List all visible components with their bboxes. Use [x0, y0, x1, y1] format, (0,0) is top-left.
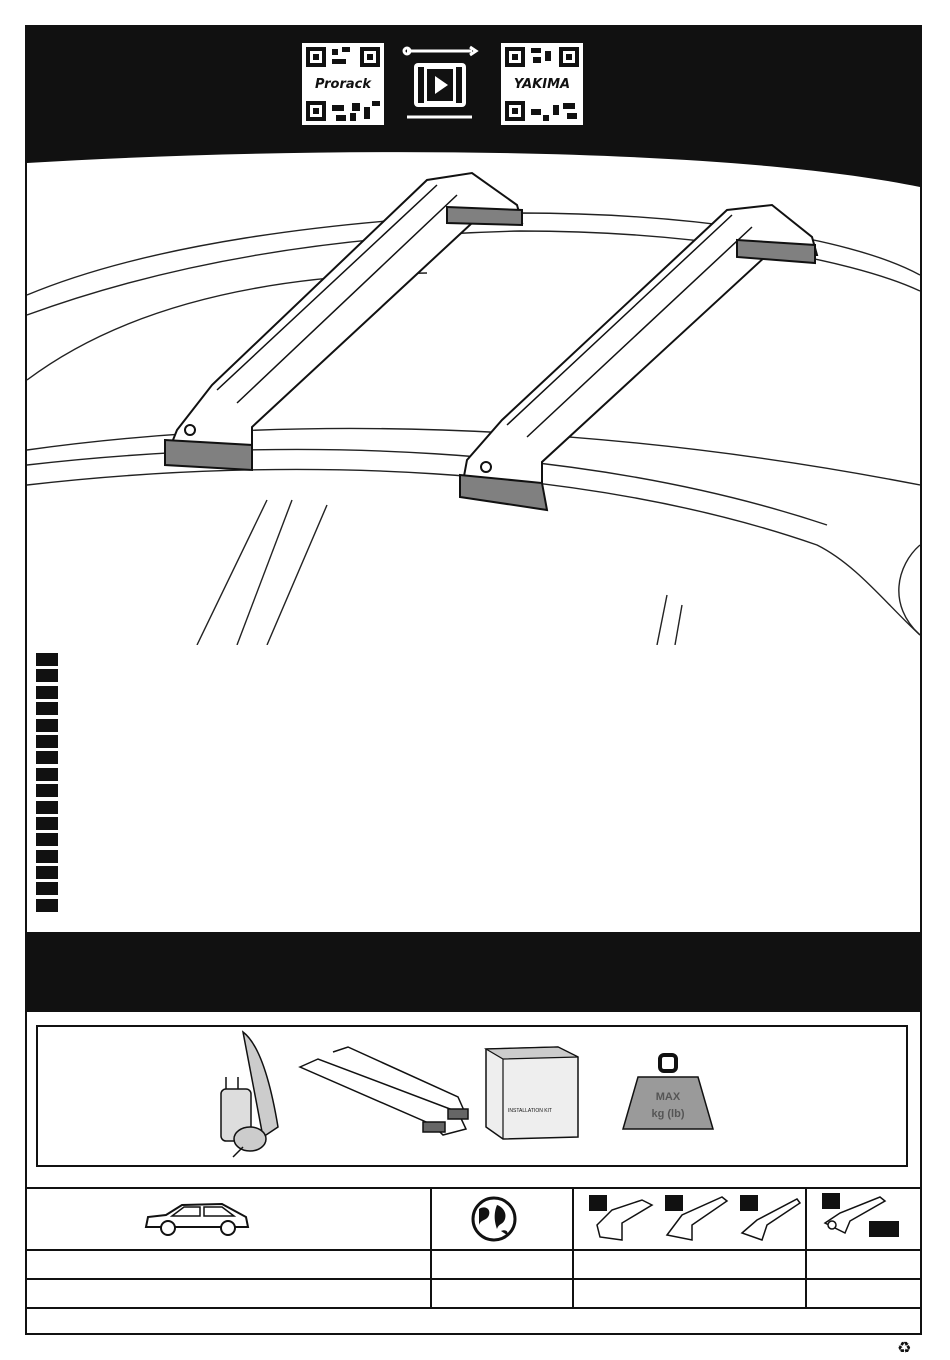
language-box[interactable]: [36, 669, 58, 682]
max-weight-icon: [623, 1055, 713, 1129]
products-panel: [36, 1025, 908, 1167]
language-box[interactable]: [36, 686, 58, 699]
roof-bars-on-car-roof-illustration: [27, 165, 920, 645]
language-box[interactable]: [36, 850, 58, 863]
language-box[interactable]: [36, 751, 58, 764]
language-box[interactable]: [36, 899, 58, 912]
language-box[interactable]: [36, 866, 58, 879]
qr-brand-label: YAKIMA: [501, 77, 583, 92]
car-side-icon: [142, 1199, 252, 1239]
recycle-icon: ♻: [897, 1338, 912, 1357]
video-play-tools-icon[interactable]: [402, 45, 482, 125]
kit-box-label: INSTALLATION KIT: [508, 1108, 552, 1114]
luggage-and-board-icon: [221, 1032, 278, 1157]
qr-brand-label: Prorack: [302, 77, 384, 92]
language-box[interactable]: [36, 768, 58, 781]
roof-bar-rear: [460, 205, 817, 510]
roof-bars-product-icon: [300, 1047, 468, 1135]
language-box[interactable]: [36, 817, 58, 830]
roof-bar-front: [165, 173, 522, 470]
language-box[interactable]: [36, 801, 58, 814]
installation-kit-box-icon: [486, 1047, 578, 1139]
qr-code-prorack[interactable]: [300, 41, 386, 127]
foot-variants-icon: [592, 1195, 802, 1251]
foot-variant-extra-icon: [820, 1195, 915, 1239]
fit-table: [27, 1187, 920, 1333]
language-box[interactable]: [36, 653, 58, 666]
language-box[interactable]: [36, 784, 58, 797]
language-list: [36, 653, 60, 915]
qr-code-yakima[interactable]: [499, 41, 585, 127]
language-box[interactable]: [36, 833, 58, 846]
language-box[interactable]: [36, 702, 58, 715]
language-box[interactable]: [36, 719, 58, 732]
language-box[interactable]: [36, 735, 58, 748]
weight-max-label: MAX: [655, 1091, 681, 1103]
header-band: [27, 27, 920, 187]
weight-unit-label: kg (lb): [651, 1108, 685, 1120]
language-box[interactable]: [36, 882, 58, 895]
globe-icon: [469, 1195, 519, 1243]
title-band: [27, 932, 920, 1012]
